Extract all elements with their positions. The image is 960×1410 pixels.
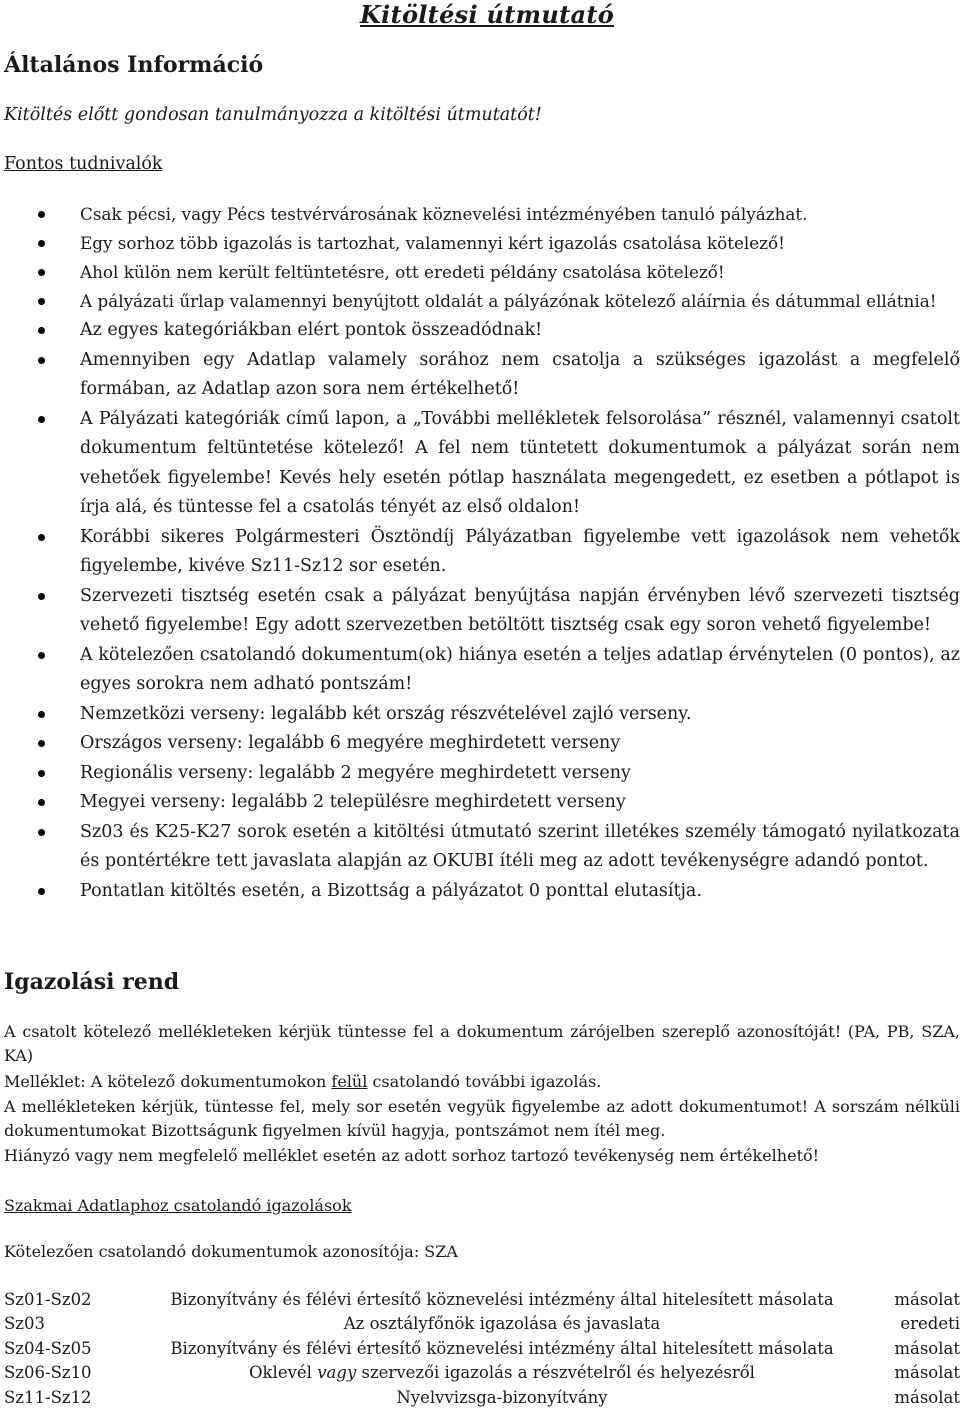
list-item: A Pályázati kategóriák című lapon, a „További mellékletek felsorolása” résznél, valamennyi csatolt dokumentum feltüntetése kötelező! A fel nem tüntetett dokumentumok a pályázat során nem vehetőek figyelembe! Kevés hely esetén pótlap használata megengedett, ez esetben a pótlapot is írja alá, és tüntesse fel a csatolás tényét az első oldalon! [0, 405, 960, 523]
row-code: Sz06-Sz10 [4, 1363, 92, 1383]
row-description: Az osztályfőnök igazolása és javaslata [343, 1314, 661, 1334]
row-description-emphasis: vagy [317, 1363, 357, 1383]
section-heading-verification: Igazolási rend [4, 969, 180, 995]
row-copy-type: másolat [894, 1289, 960, 1309]
section-heading-general: Általános Információ [4, 52, 264, 78]
attachment-note-suffix: csatolandó további igazolás. [367, 1072, 602, 1091]
table-row [4, 1312, 960, 1337]
table-row [4, 1361, 960, 1386]
mandatory-ids-line: Kötelezően csatolandó dokumentumok azonosítója: SZA [4, 1242, 458, 1261]
row-code: Sz11-Sz12 [4, 1387, 92, 1407]
row-copy-type: másolat [894, 1338, 960, 1358]
table-row [4, 1287, 960, 1312]
verification-warning: Hiányzó vagy nem megfelelő melléklet esetén az adott sorhoz tartozó tevékenység nem értékelhető! [4, 1146, 820, 1165]
row-description: Bizonyítvány és félévi értesítő köznevelési intézmény által hitelesített másolata [170, 1338, 834, 1358]
list-item: Szervezeti tisztség esetén csak a pályázat benyújtása napján érvényben lévő szervezeti tisztség vehető figyelembe! Egy adott szervezetben betöltött tisztség csak egy soron vehető figyelembe! [0, 582, 960, 641]
attachment-note-emphasis: felül [331, 1072, 368, 1091]
list-item: A kötelezően csatolandó dokumentum(ok) hiánya esetén a teljes adatlap érvénytelen (0 pontos), az egyes sorokra nem adható pontszám! [0, 641, 960, 700]
list-item: Ahol külön nem került feltüntetésre, ott eredeti példány csatolása kötelező! [0, 258, 960, 287]
verification-paragraph: A mellékleteken kérjük, tüntesse fel, mely sor esetén vegyük figyelembe az adott dokumentumot! A sorszám nélküli dokumentumokat Bizottságunk figyelmen kívül hagyja, pontszámot nem ítél meg. [4, 1097, 960, 1140]
list-item: Országos verseny: legalább 6 megyére meghirdetett verseny [0, 729, 960, 759]
row-code: Sz04-Sz05 [4, 1338, 92, 1358]
row-copy-type: másolat [894, 1363, 960, 1383]
list-item: Megyei verseny: legalább 2 településre meghirdetett verseny [0, 788, 960, 818]
row-copy-type: másolat [894, 1387, 960, 1407]
row-code: Sz03 [4, 1314, 45, 1334]
row-description-part: Oklevél [249, 1363, 318, 1383]
row-description-part: szervezői igazolás a részvételről és helyezésről [356, 1363, 755, 1383]
row-description: Nyelvvizsga-bizonyítvány [396, 1387, 608, 1407]
list-item: Amennyiben egy Adatlap valamely sorához nem csatolja a szükséges igazolást a megfelelő formában, az Adatlap azon sora nem értékelhető! [0, 346, 960, 405]
attachment-note-prefix: Melléklet: A kötelező dokumentumokon [4, 1072, 332, 1091]
row-description [144, 1361, 860, 1386]
list-item: A pályázati űrlap valamennyi benyújtott oldalát a pályázónak kötelező aláírnia és dátummal ellátnia! [0, 287, 960, 316]
table-row [4, 1385, 960, 1410]
list-item: Egy sorhoz több igazolás is tartozhat, valamennyi kért igazolás csatolása kötelező! [0, 229, 960, 258]
row-copy-type: eredeti [900, 1314, 960, 1334]
list-item: Pontatlan kitöltés esetén, a Bizottság a pályázatot 0 ponttal elutasítja. [0, 877, 960, 907]
professional-heading: Szakmai Adatlaphoz csatolandó igazolások [4, 1196, 352, 1215]
required-documents-table [4, 1287, 960, 1410]
intro-note: Kitöltés előtt gondosan tanulmányozza a kitöltési útmutatót! [4, 105, 542, 125]
table-row [4, 1336, 960, 1361]
list-item: Korábbi sikeres Polgármesteri Ösztöndíj Pályázatban figyelembe vett igazolások nem vehetők figyelembe, kivéve Sz11-Sz12 sor esetén. [0, 523, 960, 582]
attachment-note [4, 1070, 960, 1094]
list-item: Nemzetközi verseny: legalább két ország részvételével zajló verseny. [0, 700, 960, 730]
list-item: Csak pécsi, vagy Pécs testvérvárosának köznevelési intézményében tanuló pályázhat. [0, 200, 960, 229]
important-notes-list [0, 200, 960, 906]
important-notes-heading: Fontos tudnivalók [4, 154, 163, 174]
row-code: Sz01-Sz02 [4, 1289, 92, 1309]
list-item: Az egyes kategóriákban elért pontok összeadódnak! [0, 316, 960, 346]
list-item: Regionális verseny: legalább 2 megyére meghirdetett verseny [0, 759, 960, 789]
list-item: Sz03 és K25-K27 sorok esetén a kitöltési útmutató szerint illetékes személy támogató nyilatkozata és pontértékre tett javaslata alapján az OKUBI ítéli meg az adott tevékenységre adandó pontot. [0, 818, 960, 877]
verification-paragraph: A csatolt kötelező mellékleteken kérjük tüntesse fel a dokumentum zárójelben szereplő azonosítóját! (PA, PB, SZA, KA) [4, 1022, 960, 1065]
document-title: Kitöltési útmutató [360, 0, 615, 29]
row-description: Bizonyítvány és félévi értesítő köznevelési intézmény által hitelesített másolata [170, 1289, 834, 1309]
